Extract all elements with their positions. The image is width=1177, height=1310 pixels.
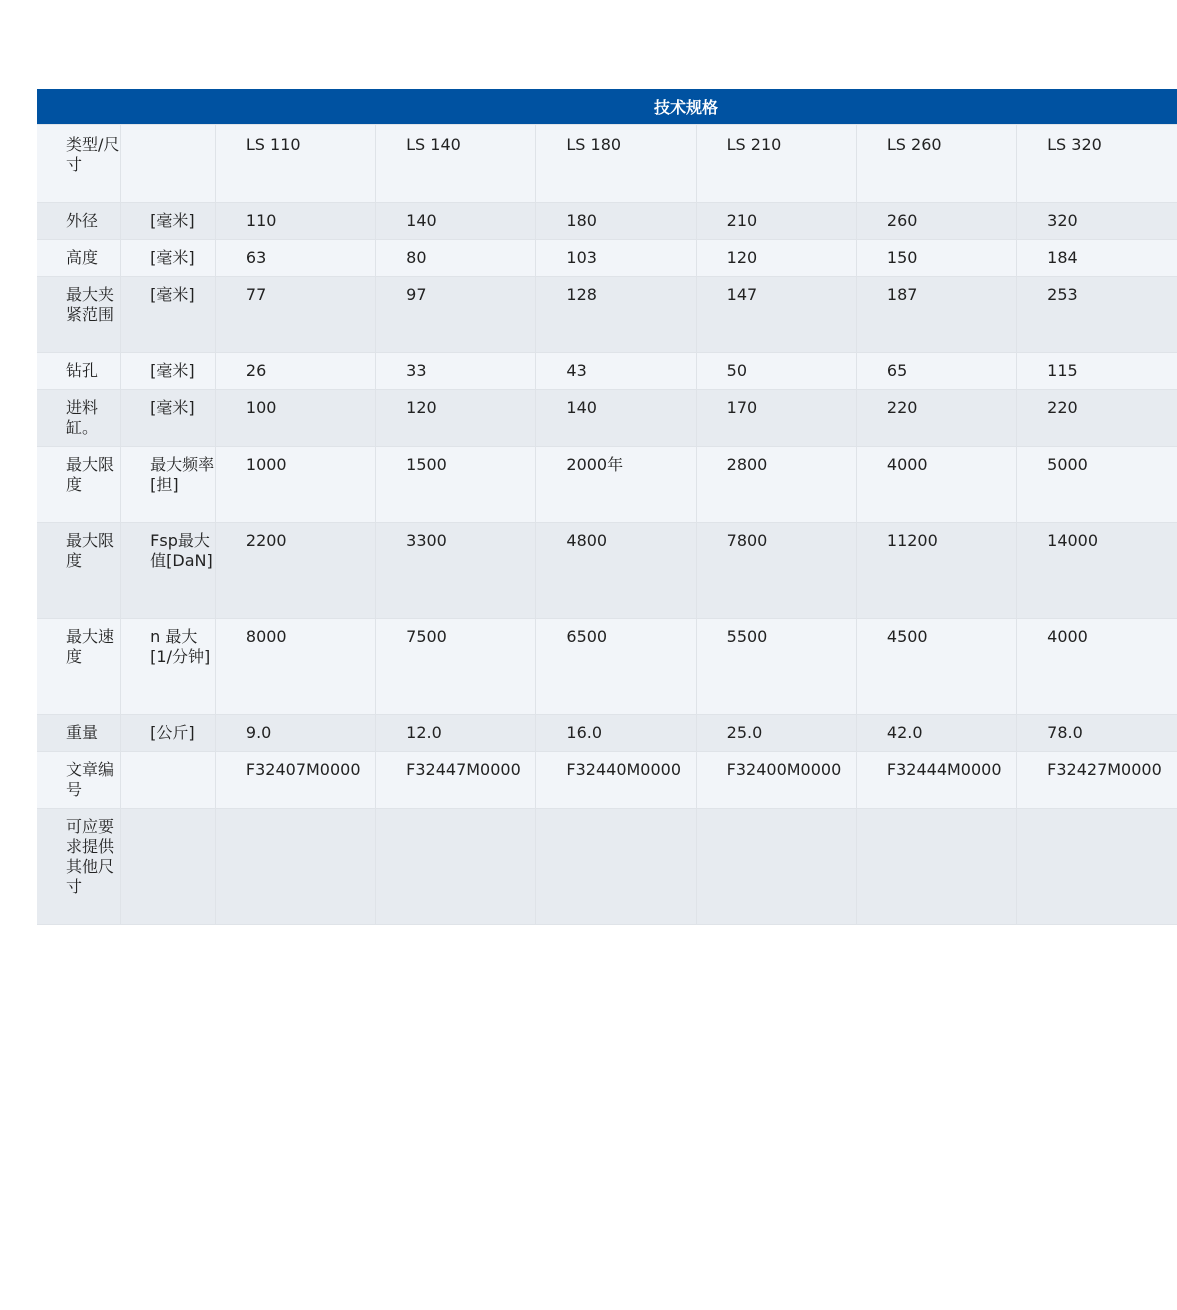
table-cell: 2200 bbox=[215, 523, 375, 619]
table-cell: LS 140 bbox=[376, 125, 536, 203]
table-cell: 11200 bbox=[856, 523, 1016, 619]
table-cell: 128 bbox=[536, 277, 696, 353]
table-cell: 140 bbox=[536, 390, 696, 447]
table-cell bbox=[1017, 809, 1177, 925]
table-cell: 115 bbox=[1017, 353, 1177, 390]
table-cell bbox=[856, 809, 1016, 925]
row-unit: 最大频率[担] bbox=[121, 447, 216, 523]
row-label: 最大限度 bbox=[37, 447, 121, 523]
table-cell: F32447M0000 bbox=[376, 752, 536, 809]
table-row bbox=[37, 809, 1177, 925]
table-row bbox=[37, 203, 1177, 240]
table-cell: 180 bbox=[536, 203, 696, 240]
table-cell: 320 bbox=[1017, 203, 1177, 240]
table-cell: LS 260 bbox=[856, 125, 1016, 203]
table-cell: 43 bbox=[536, 353, 696, 390]
table-cell: 5000 bbox=[1017, 447, 1177, 523]
table-cell: 33 bbox=[376, 353, 536, 390]
row-label: 最大限度 bbox=[37, 523, 121, 619]
table-cell: 42.0 bbox=[856, 715, 1016, 752]
row-unit bbox=[121, 809, 216, 925]
table-cell: 220 bbox=[1017, 390, 1177, 447]
row-unit: n 最大[1/分钟] bbox=[121, 619, 216, 715]
table-cell: 140 bbox=[376, 203, 536, 240]
table-cell: 120 bbox=[696, 240, 856, 277]
table-cell: F32440M0000 bbox=[536, 752, 696, 809]
table-cell: 8000 bbox=[215, 619, 375, 715]
table-cell bbox=[215, 809, 375, 925]
table-title: 技术规格 bbox=[37, 89, 1177, 125]
table-row bbox=[37, 715, 1177, 752]
table-cell: 4000 bbox=[856, 447, 1016, 523]
table-cell: 4000 bbox=[1017, 619, 1177, 715]
table-cell: 110 bbox=[215, 203, 375, 240]
table-cell: LS 320 bbox=[1017, 125, 1177, 203]
table-row bbox=[37, 353, 1177, 390]
table-cell: 2000年 bbox=[536, 447, 696, 523]
table-cell: 7800 bbox=[696, 523, 856, 619]
row-label: 最大夹紧范围 bbox=[37, 277, 121, 353]
table-cell: 147 bbox=[696, 277, 856, 353]
table-cell: 78.0 bbox=[1017, 715, 1177, 752]
row-unit: [毫米] bbox=[121, 353, 216, 390]
table-cell: LS 180 bbox=[536, 125, 696, 203]
table-row bbox=[37, 619, 1177, 715]
table-cell: 14000 bbox=[1017, 523, 1177, 619]
table-cell bbox=[696, 809, 856, 925]
table-cell: 170 bbox=[696, 390, 856, 447]
table-row bbox=[37, 447, 1177, 523]
table-cell: 220 bbox=[856, 390, 1016, 447]
row-label: 最大速度 bbox=[37, 619, 121, 715]
table-cell: 184 bbox=[1017, 240, 1177, 277]
table-cell: 16.0 bbox=[536, 715, 696, 752]
table-cell: F32400M0000 bbox=[696, 752, 856, 809]
table-cell: 5500 bbox=[696, 619, 856, 715]
row-label: 钻孔 bbox=[37, 353, 121, 390]
row-unit bbox=[121, 125, 216, 203]
table-row bbox=[37, 523, 1177, 619]
row-unit: [毫米] bbox=[121, 277, 216, 353]
row-label: 外径 bbox=[37, 203, 121, 240]
row-label: 文章编号 bbox=[37, 752, 121, 809]
table-cell: 103 bbox=[536, 240, 696, 277]
row-label: 类型/尺寸 bbox=[37, 125, 121, 203]
table-cell: F32427M0000 bbox=[1017, 752, 1177, 809]
table-row bbox=[37, 277, 1177, 353]
table-cell bbox=[376, 809, 536, 925]
table-cell: 7500 bbox=[376, 619, 536, 715]
table-cell: 12.0 bbox=[376, 715, 536, 752]
table-header-row bbox=[37, 89, 1177, 125]
table-row bbox=[37, 390, 1177, 447]
table-cell: 9.0 bbox=[215, 715, 375, 752]
table-cell: 77 bbox=[215, 277, 375, 353]
row-unit: [公斤] bbox=[121, 715, 216, 752]
row-unit: [毫米] bbox=[121, 390, 216, 447]
table-cell: 2800 bbox=[696, 447, 856, 523]
table-cell: 65 bbox=[856, 353, 1016, 390]
row-label: 重量 bbox=[37, 715, 121, 752]
row-label: 高度 bbox=[37, 240, 121, 277]
table-cell: 150 bbox=[856, 240, 1016, 277]
table-cell: 6500 bbox=[536, 619, 696, 715]
table-cell: 50 bbox=[696, 353, 856, 390]
table-cell: 26 bbox=[215, 353, 375, 390]
spec-table bbox=[37, 89, 1177, 925]
table-cell: 253 bbox=[1017, 277, 1177, 353]
row-label: 可应要求提供其他尺寸 bbox=[37, 809, 121, 925]
row-unit: [毫米] bbox=[121, 240, 216, 277]
table-cell: 260 bbox=[856, 203, 1016, 240]
table-row bbox=[37, 125, 1177, 203]
table-cell bbox=[536, 809, 696, 925]
table-row bbox=[37, 240, 1177, 277]
table-cell: 187 bbox=[856, 277, 1016, 353]
table-cell: 3300 bbox=[376, 523, 536, 619]
table-row bbox=[37, 752, 1177, 809]
row-unit: [毫米] bbox=[121, 203, 216, 240]
table-cell: LS 110 bbox=[215, 125, 375, 203]
row-unit: Fsp最大值[DaN] bbox=[121, 523, 216, 619]
table-cell: 25.0 bbox=[696, 715, 856, 752]
table-cell: 1500 bbox=[376, 447, 536, 523]
table-cell: 1000 bbox=[215, 447, 375, 523]
table-cell: 4800 bbox=[536, 523, 696, 619]
row-unit bbox=[121, 752, 216, 809]
table-cell: 100 bbox=[215, 390, 375, 447]
row-label: 进料缸。 bbox=[37, 390, 121, 447]
table-cell: 63 bbox=[215, 240, 375, 277]
table-cell: 80 bbox=[376, 240, 536, 277]
table-cell: LS 210 bbox=[696, 125, 856, 203]
spec-table-container bbox=[37, 89, 1162, 925]
table-cell: F32444M0000 bbox=[856, 752, 1016, 809]
table-cell: 97 bbox=[376, 277, 536, 353]
table-cell: F32407M0000 bbox=[215, 752, 375, 809]
table-cell: 120 bbox=[376, 390, 536, 447]
table-cell: 4500 bbox=[856, 619, 1016, 715]
table-cell: 210 bbox=[696, 203, 856, 240]
